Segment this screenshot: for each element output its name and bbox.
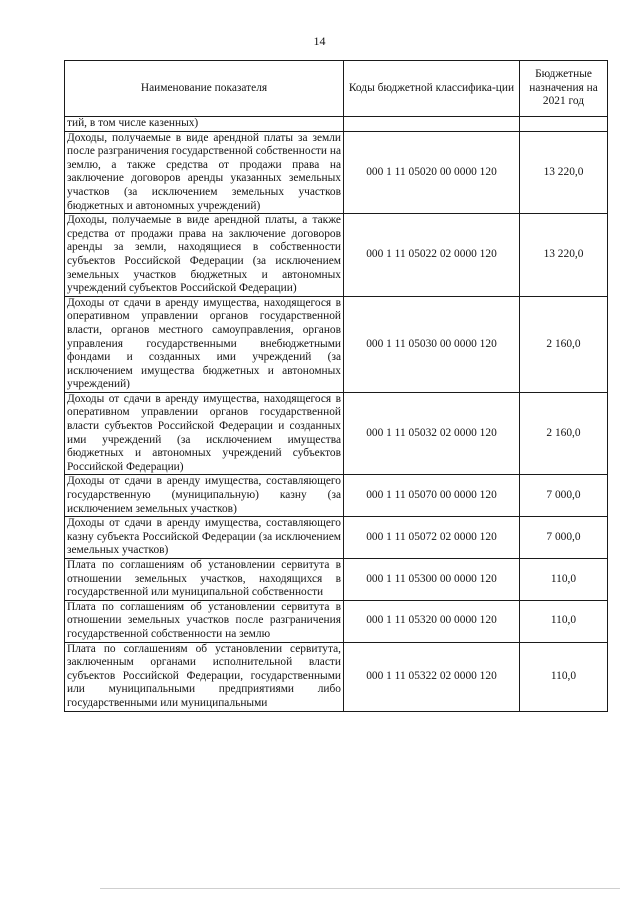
table-row [65,214,608,297]
budget-amount: 13 220,0 [520,214,608,297]
continuation-amount-cell [520,117,608,132]
indicator-name: Доходы от сдачи в аренду имущества, составляющего государственную (муниципальную) казну (за исключением земельных участков) [65,475,344,517]
header-budget-amount-2021: Бюджетные назначения на 2021 год [520,61,608,117]
indicator-name: Доходы от сдачи в аренду имущества, находящегося в оперативном управлении органов государственной власти субъектов Российской Федерации и созданных ими учреждений (за исключением имущества бюджетных и автономных учреждений субъектов Российской Федерации) [65,392,344,475]
header-budget-classification-code: Коды бюджетной классифика-ции [344,61,520,117]
indicator-name: Доходы от сдачи в аренду имущества, находящегося в оперативном управлении органов государственной власти, органов местного самоуправления, органов управления государственными внебюджетными фондами и созданных ими учреждений (за исключением имущества бюджетных и автономных учреждений) [65,296,344,392]
classification-code: 000 1 11 05072 02 0000 120 [344,517,520,559]
budget-revenue-table [64,60,608,712]
table-row [65,517,608,559]
classification-code: 000 1 11 05022 02 0000 120 [344,214,520,297]
indicator-name: Плата по соглашениям об установлении сервитута в отношении земельных участков после разграничения государственной собственности на землю [65,600,344,642]
table-row [65,475,608,517]
table-row [65,600,608,642]
table-row [65,296,608,392]
table-header-row [65,61,608,117]
classification-code: 000 1 11 05320 00 0000 120 [344,600,520,642]
indicator-name: Доходы от сдачи в аренду имущества, составляющего казну субъекта Российской Федерации (за исключением земельных участков) [65,517,344,559]
classification-code: 000 1 11 05030 00 0000 120 [344,296,520,392]
budget-amount: 110,0 [520,559,608,601]
header-indicator-name: Наименование показателя [65,61,344,117]
page-bottom-rule [100,888,620,889]
classification-code: 000 1 11 05070 00 0000 120 [344,475,520,517]
table-row [65,642,608,711]
budget-amount: 110,0 [520,600,608,642]
page-number: 14 [313,34,326,48]
continuation-row [65,117,608,132]
classification-code: 000 1 11 05032 02 0000 120 [344,392,520,475]
budget-amount: 13 220,0 [520,131,608,214]
indicator-name: Плата по соглашениям об установлении сервитута в отношении земельных участков, находящихся в государственной или муниципальной собственности [65,559,344,601]
continuation-code-cell [344,117,520,132]
table-row [65,131,608,214]
indicator-name: Доходы, получаемые в виде арендной платы за земли после разграничения государственной собственности на землю, а также средства от продажи права на заключение договоров аренды указанных земельных участков (за исключением земельных участков бюджетных и автономных учреждений) [65,131,344,214]
classification-code: 000 1 11 05300 00 0000 120 [344,559,520,601]
budget-amount: 2 160,0 [520,296,608,392]
classification-code: 000 1 11 05020 00 0000 120 [344,131,520,214]
budget-amount: 2 160,0 [520,392,608,475]
classification-code: 000 1 11 05322 02 0000 120 [344,642,520,711]
table-row [65,559,608,601]
indicator-name: Плата по соглашениям об установлении сервитута, заключенным органами исполнительной власти субъектов Российской Федерации, государственными или муниципальными предприятиями либо государственными или муниципальными [65,642,344,711]
budget-amount: 7 000,0 [520,517,608,559]
budget-amount: 7 000,0 [520,475,608,517]
table-row [65,392,608,475]
continuation-text: тий, в том числе казенных) [65,117,344,132]
indicator-name: Доходы, получаемые в виде арендной платы, а также средства от продажи права на заключение договоров аренды за земли, находящиеся в собственности субъектов Российской Федерации (за исключением земельных участков бюджетных и автономных учреждений субъектов Российской Федерации) [65,214,344,297]
budget-amount: 110,0 [520,642,608,711]
